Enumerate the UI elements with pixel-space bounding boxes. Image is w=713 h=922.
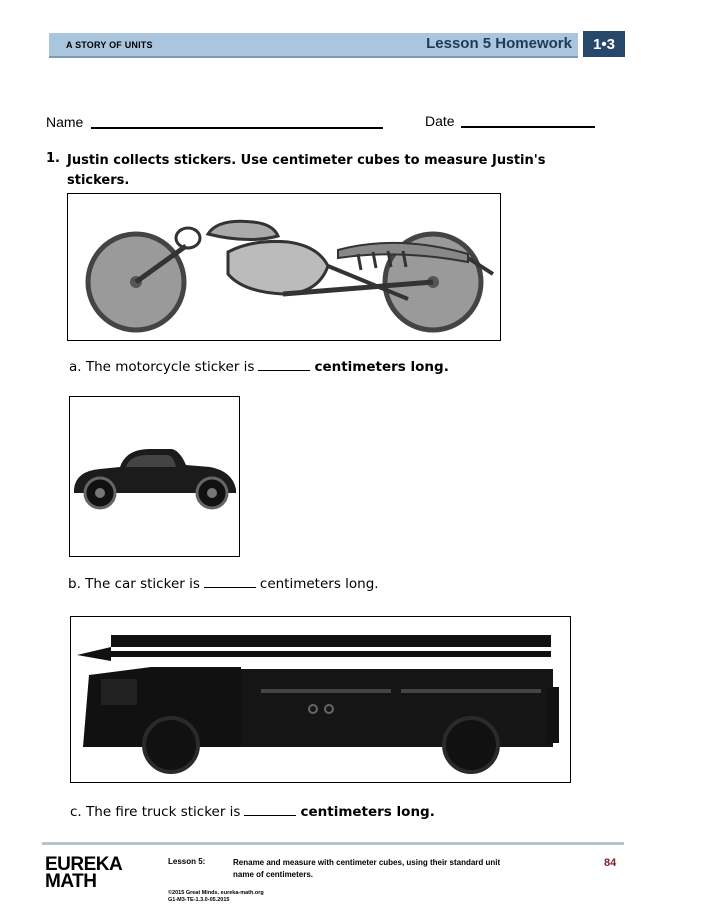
module-badge: 1•3	[583, 31, 625, 57]
item-text-before: The car sticker is	[85, 576, 200, 592]
answer-blank-car[interactable]	[204, 575, 256, 588]
sentence-car	[68, 575, 379, 592]
eureka-math-logo	[45, 856, 122, 890]
date-label: Date	[425, 113, 455, 129]
answer-blank-fire-truck[interactable]	[244, 803, 296, 816]
lesson-title: Lesson 5 Homework	[426, 35, 572, 52]
item-text-after: centimeters long.	[300, 804, 435, 820]
fire-truck-sticker	[70, 616, 571, 783]
copyright-line-1: ©2015 Great Minds. eureka-math.org	[168, 890, 264, 896]
item-letter: c.	[70, 804, 82, 820]
fire-truck-icon	[71, 617, 570, 782]
item-text-after: centimeters long.	[259, 576, 379, 592]
item-text-before: The fire truck sticker is	[86, 804, 241, 820]
date-field[interactable]	[461, 126, 595, 128]
name-label: Name	[46, 114, 84, 130]
sentence-fire-truck	[70, 803, 435, 820]
motorcycle-sticker	[67, 193, 501, 341]
footer-lesson: Lesson 5:	[168, 857, 206, 866]
item-letter: a.	[69, 359, 82, 375]
name-field[interactable]	[91, 127, 383, 129]
logo-line-1: EUREKA	[45, 854, 123, 875]
page-number: 84	[604, 857, 617, 869]
copyright-line-2: G1-M3-TE-1.3.0-05.2015	[168, 897, 230, 903]
sentence-motorcycle	[69, 358, 449, 375]
answer-blank-motorcycle[interactable]	[258, 358, 310, 371]
item-text-before: The motorcycle sticker is	[85, 359, 255, 375]
car-sticker	[69, 396, 240, 557]
logo-line-2: MATH	[45, 871, 97, 892]
car-icon	[70, 397, 239, 556]
question-line-1: Justin collects stickers. Use centimeter cubes to measure Justin's stickers.	[67, 153, 546, 188]
item-letter: b.	[68, 576, 81, 592]
question-number: 1.	[46, 151, 60, 166]
item-text-after: centimeters long.	[314, 359, 449, 375]
motorcycle-icon	[68, 194, 500, 340]
footer-copyright	[168, 890, 264, 904]
footer-divider	[42, 842, 624, 845]
series-label: A STORY OF UNITS	[66, 40, 153, 50]
footer-description: Rename and measure with centimeter cubes, using their standard unit name of centimeters.	[233, 858, 501, 879]
